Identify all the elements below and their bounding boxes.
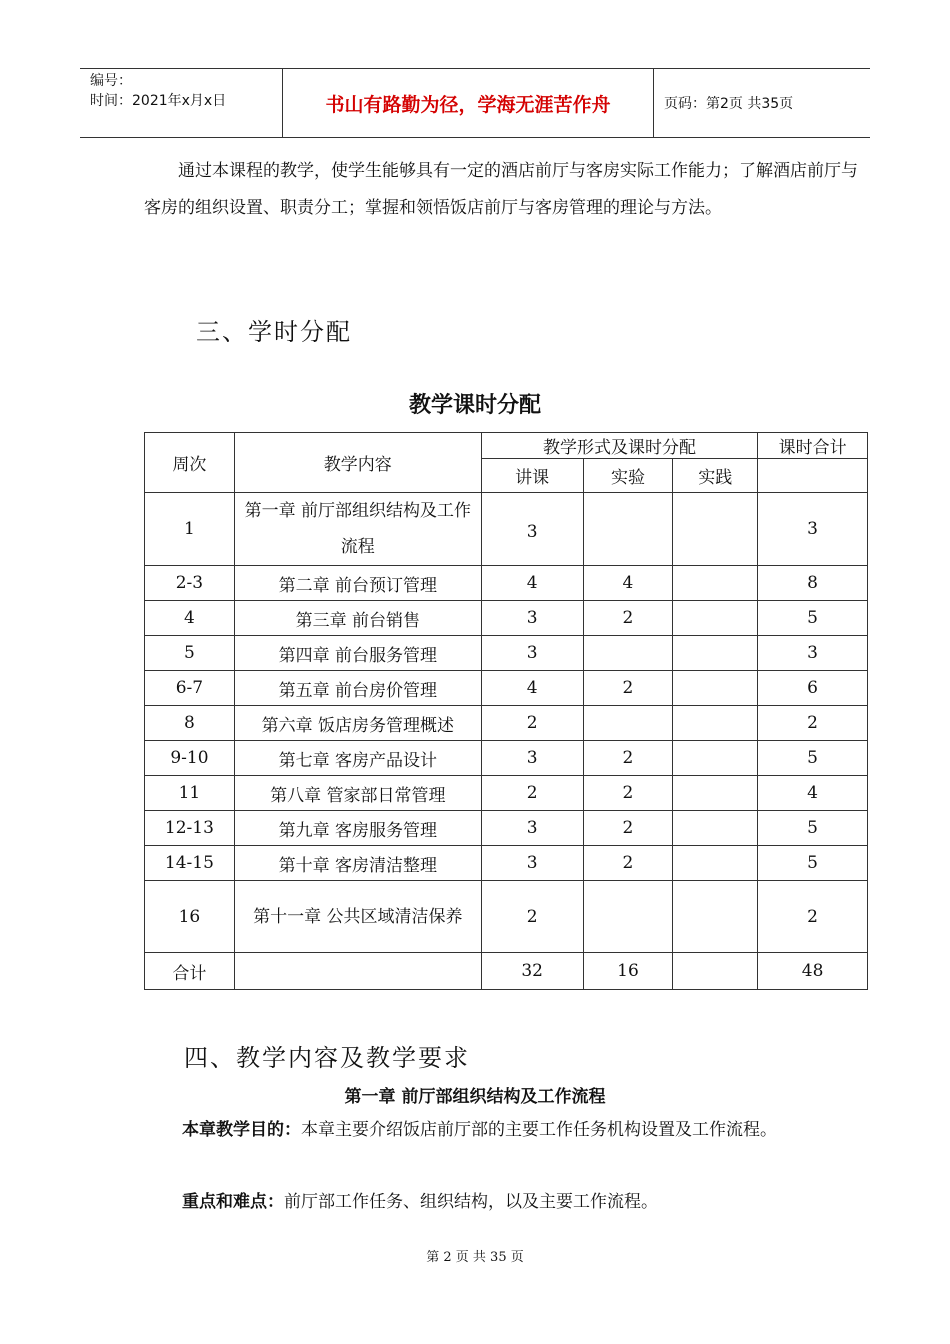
cell-week: 6-7	[145, 671, 235, 706]
header-content: 教学内容	[234, 433, 481, 493]
cell-week: 9-10	[145, 741, 235, 776]
cell-total: 6	[758, 671, 868, 706]
header-week: 周次	[145, 433, 235, 493]
cell-experiment: 2	[583, 741, 673, 776]
cell-total: 5	[758, 811, 868, 846]
cell-experiment: 2	[583, 846, 673, 881]
cell-lecture: 3	[481, 493, 583, 566]
cell-practice	[673, 953, 758, 990]
header-total: 课时合计	[758, 433, 868, 459]
cell-practice	[673, 846, 758, 881]
cell-content: 第三章 前台销售	[234, 601, 481, 636]
cell-total: 5	[758, 741, 868, 776]
cell-experiment: 2	[583, 601, 673, 636]
cell-total: 8	[758, 566, 868, 601]
header-page: 页码：第2页 共35页	[664, 96, 794, 112]
cell-week: 2-3	[145, 566, 235, 601]
key-text: 前厅部工作任务、组织结构，以及主要工作流程。	[284, 1192, 658, 1212]
table-row	[145, 493, 868, 566]
cell-lecture: 3	[481, 601, 583, 636]
cell-practice	[673, 776, 758, 811]
table-row	[145, 671, 868, 706]
chapter1-purpose	[144, 1114, 834, 1147]
cell-content: 第十章 客房清洁整理	[234, 846, 481, 881]
cell-week: 5	[145, 636, 235, 671]
cell-lecture: 3	[481, 741, 583, 776]
cell-week: 16	[145, 881, 235, 953]
cell-content: 第七章 客房产品设计	[234, 741, 481, 776]
header-left	[80, 69, 282, 137]
table-row	[145, 881, 868, 953]
cell-total: 5	[758, 846, 868, 881]
page-footer: 第 2 页 共 35 页	[426, 1250, 524, 1265]
cell-week: 12-13	[145, 811, 235, 846]
table-row	[145, 706, 868, 741]
cell-practice	[673, 881, 758, 953]
cell-experiment: 2	[583, 671, 673, 706]
cell-practice	[673, 566, 758, 601]
cell-content: 第十一章 公共区域清洁保养	[234, 881, 481, 953]
cell-week: 合计	[145, 953, 235, 990]
table-row	[145, 776, 868, 811]
cell-total: 5	[758, 601, 868, 636]
cell-lecture: 4	[481, 566, 583, 601]
schedule-table	[144, 432, 868, 990]
header-experiment: 实验	[583, 459, 673, 493]
cell-experiment: 4	[583, 566, 673, 601]
cell-lecture: 32	[481, 953, 583, 990]
header-code: 编号：	[90, 73, 132, 89]
cell-lecture: 2	[481, 776, 583, 811]
section3-heading: 三、学时分配	[196, 318, 352, 346]
cell-lecture: 2	[481, 881, 583, 953]
table-row	[145, 846, 868, 881]
cell-content: 第四章 前台服务管理	[234, 636, 481, 671]
table-row	[145, 636, 868, 671]
page-header	[80, 68, 870, 138]
cell-total: 48	[758, 953, 868, 990]
cell-practice	[673, 671, 758, 706]
cell-week: 11	[145, 776, 235, 811]
header-form: 教学形式及课时分配	[481, 433, 757, 459]
cell-practice	[673, 636, 758, 671]
cell-experiment: 2	[583, 776, 673, 811]
cell-lecture: 4	[481, 671, 583, 706]
cell-content: 第一章 前厅部组织结构及工作流程	[234, 493, 481, 566]
cell-content: 第九章 客房服务管理	[234, 811, 481, 846]
cell-experiment: 2	[583, 811, 673, 846]
header-time: 时间：2021年x月x日	[90, 93, 227, 109]
cell-week: 1	[145, 493, 235, 566]
cell-practice	[673, 706, 758, 741]
cell-total: 4	[758, 776, 868, 811]
cell-week: 4	[145, 601, 235, 636]
cell-experiment	[583, 706, 673, 741]
cell-practice	[673, 741, 758, 776]
cell-total: 3	[758, 636, 868, 671]
table-title: 教学课时分配	[408, 393, 541, 418]
cell-content	[234, 953, 481, 990]
cell-content: 第六章 饭店房务管理概述	[234, 706, 481, 741]
purpose-label: 本章教学目的：	[182, 1120, 301, 1140]
table-header-row	[145, 433, 868, 459]
cell-practice	[673, 811, 758, 846]
cell-total: 2	[758, 881, 868, 953]
cell-content: 第二章 前台预订管理	[234, 566, 481, 601]
cell-practice	[673, 493, 758, 566]
chapter1-key-points	[144, 1186, 834, 1219]
table-row	[145, 601, 868, 636]
header-lecture: 讲课	[481, 459, 583, 493]
cell-total: 3	[758, 493, 868, 566]
cell-lecture: 3	[481, 811, 583, 846]
cell-total: 2	[758, 706, 868, 741]
cell-experiment	[583, 636, 673, 671]
cell-practice	[673, 601, 758, 636]
chapter1-title: 第一章 前厅部组织结构及工作流程	[344, 1087, 606, 1107]
cell-content: 第五章 前台房价管理	[234, 671, 481, 706]
table-row	[145, 741, 868, 776]
cell-lecture: 2	[481, 706, 583, 741]
key-label: 重点和难点：	[182, 1192, 284, 1212]
header-total-blank	[758, 459, 868, 493]
section4-heading: 四、教学内容及教学要求	[184, 1044, 470, 1072]
header-motto: 书山有路勤为径，学海无涯苦作舟	[282, 69, 654, 137]
header-practice: 实践	[673, 459, 758, 493]
cell-lecture: 3	[481, 846, 583, 881]
purpose-text: 本章主要介绍饭店前厅部的主要工作任务机构设置及工作流程。	[301, 1120, 777, 1140]
cell-week: 14-15	[145, 846, 235, 881]
cell-week: 8	[145, 706, 235, 741]
table-row	[145, 811, 868, 846]
cell-experiment	[583, 881, 673, 953]
cell-experiment	[583, 493, 673, 566]
cell-experiment: 16	[583, 953, 673, 990]
intro-paragraph: 通过本课程的教学，使学生能够具有一定的酒店前厅与客房实际工作能力；了解酒店前厅与客房的组织设置、职责分工；掌握和领悟饭店前厅与客房管理的理论与方法。	[144, 161, 858, 218]
cell-lecture: 3	[481, 636, 583, 671]
table-sum-row	[145, 953, 868, 990]
cell-content: 第八章 管家部日常管理	[234, 776, 481, 811]
table-row	[145, 566, 868, 601]
